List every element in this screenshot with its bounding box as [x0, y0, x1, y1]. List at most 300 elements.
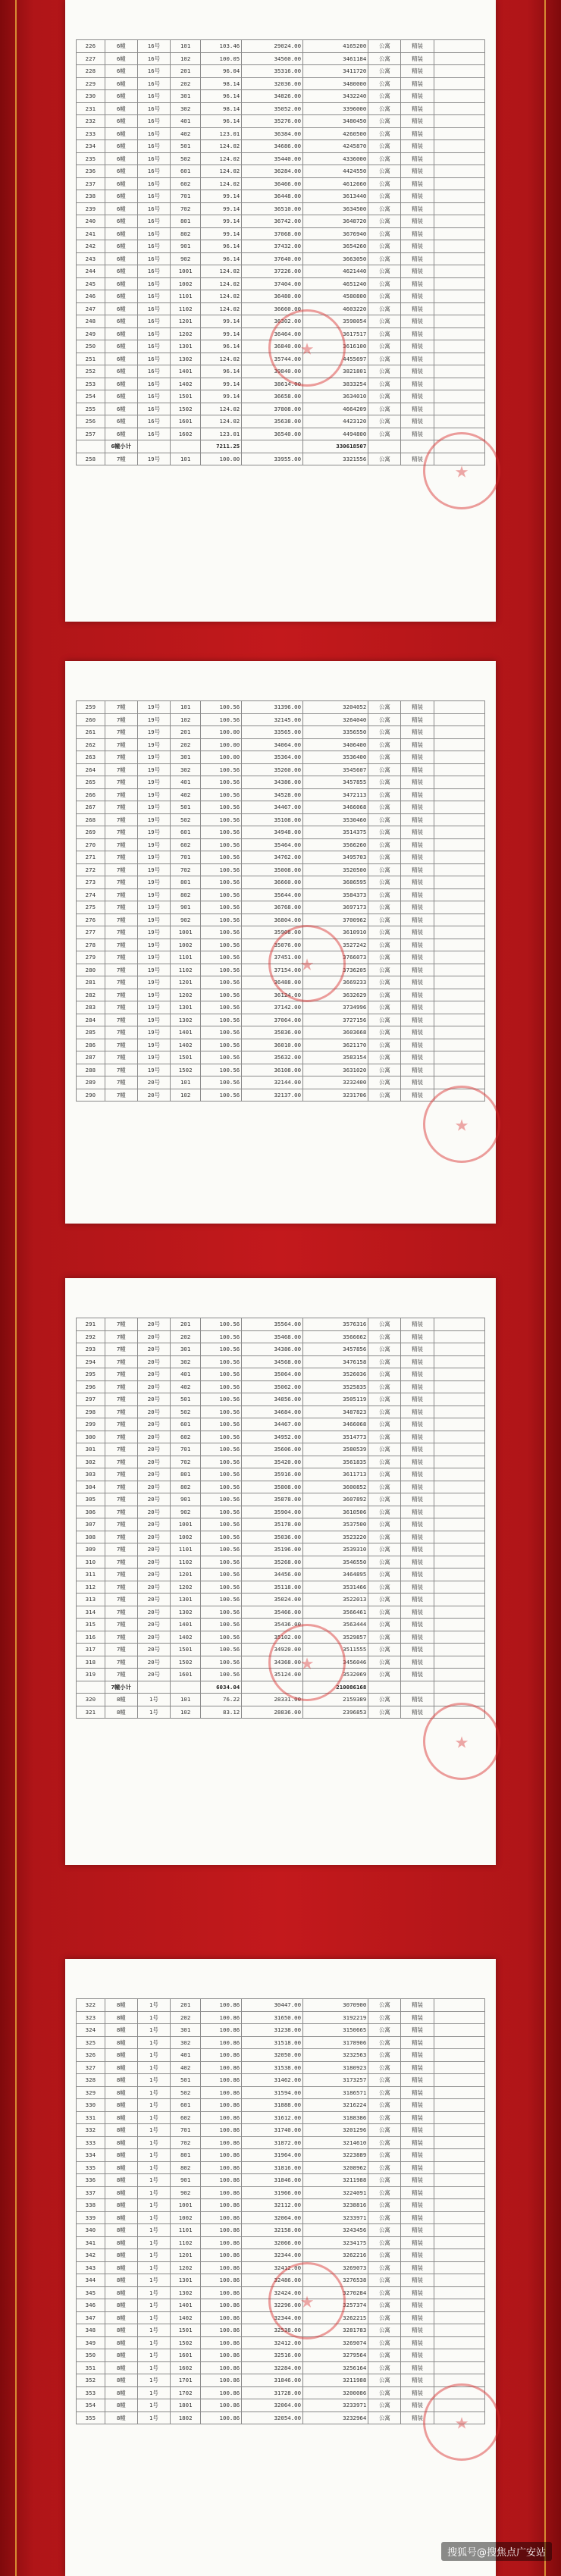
table-cell-房号: 1102 — [170, 2236, 200, 2249]
table-cell-楼栋: 8幢 — [105, 2161, 137, 2174]
table-cell-总价: 3396000 — [303, 102, 368, 115]
table-cell-单元: 16号 — [137, 302, 170, 315]
table-cell-blank — [434, 738, 484, 751]
table-cell-房号: 202 — [170, 1330, 200, 1343]
table-cell-blank — [434, 415, 484, 428]
table-cell-单价: 34467.00 — [242, 801, 303, 814]
table-cell-楼栋: 7幢 — [105, 826, 137, 839]
table-cell-面积: 99.14 — [201, 315, 242, 328]
table-cell-单价: 35268.00 — [242, 1556, 303, 1568]
table-cell-面积: 96.14 — [201, 115, 242, 128]
table-cell-面积: 100.86 — [201, 2124, 242, 2137]
table-row — [77, 1581, 485, 1594]
table-cell-单价: 32424.00 — [242, 2286, 303, 2299]
table-cell-总价: 3611713 — [303, 1468, 368, 1481]
table-cell-总价: 3461184 — [303, 52, 368, 65]
table-cell-单价: 36480.00 — [242, 290, 303, 303]
table-cell-blank — [434, 713, 484, 726]
table-cell-楼栋: 6幢 — [105, 340, 137, 353]
table-cell-blank — [434, 2374, 484, 2387]
table-cell-楼栋: 8幢 — [105, 2111, 137, 2124]
table-cell-面积: 100.86 — [201, 2299, 242, 2312]
table-cell-总价: 3223889 — [303, 2149, 368, 2162]
table-cell-面积: 100.86 — [201, 2061, 242, 2074]
table-cell-总价: 4245870 — [303, 140, 368, 153]
table-cell-单元: 19号 — [137, 926, 170, 939]
table-cell-房号: 1502 — [170, 2336, 200, 2349]
table-cell-状态: 精装 — [401, 2311, 434, 2324]
table-cell-单元: 1号 — [137, 2399, 170, 2412]
table-cell-面积: 100.56 — [201, 1556, 242, 1568]
table-cell-面积: 100.56 — [201, 1355, 242, 1368]
table-cell-序号: 283 — [77, 1001, 105, 1014]
table-cell-总价: 3269074 — [303, 2336, 368, 2349]
table-cell-单元: 16号 — [137, 177, 170, 190]
table-cell-面积: 76.22 — [201, 1694, 242, 1706]
table-row — [77, 801, 485, 814]
table-cell-面积: 100.86 — [201, 1999, 242, 2012]
table-cell-序号: 284 — [77, 1014, 105, 1026]
table-cell-状态: 精装 — [401, 1506, 434, 1518]
table-cell-总价: 4603220 — [303, 302, 368, 315]
table-cell-单价: 35644.00 — [242, 888, 303, 901]
table-cell-单价: 36660.00 — [242, 876, 303, 889]
table-cell-序号: 256 — [77, 415, 105, 428]
table-cell-面积: 96.14 — [201, 365, 242, 378]
table-cell-单元: 19号 — [137, 801, 170, 814]
table-cell-序号: 303 — [77, 1468, 105, 1481]
table-row — [77, 701, 485, 714]
table-cell-序号: 326 — [77, 2049, 105, 2062]
table-cell-房号: 702 — [170, 202, 200, 215]
table-cell-状态: 精装 — [401, 1606, 434, 1619]
table-cell-房号: 802 — [170, 227, 200, 240]
table-cell-blank — [434, 365, 484, 378]
table-cell-房号: 701 — [170, 1443, 200, 1456]
table-cell-状态: 精装 — [401, 353, 434, 365]
table-cell-房号: 1102 — [170, 302, 200, 315]
table-cell-blank — [434, 440, 484, 453]
table-cell-总价: 3654260 — [303, 240, 368, 253]
table-cell-单元: 16号 — [137, 327, 170, 340]
table-cell-房号: 601 — [170, 1418, 200, 1431]
table-cell-序号: 291 — [77, 1318, 105, 1331]
table-cell-单元: 16号 — [137, 127, 170, 140]
table-cell-序号: 317 — [77, 1644, 105, 1656]
table-row — [77, 2261, 485, 2274]
table-cell-面积: 100.56 — [201, 976, 242, 989]
table-cell-状态: 精装 — [401, 315, 434, 328]
table-row — [77, 102, 485, 115]
table-cell-楼栋: 7幢 — [105, 1619, 137, 1631]
table-cell-blank — [434, 1543, 484, 1556]
table-cell-楼栋: 6幢 — [105, 215, 137, 228]
table-cell-面积: 124.02 — [201, 177, 242, 190]
table-cell-装修: 公寓 — [368, 102, 401, 115]
table-cell-装修: 公寓 — [368, 976, 401, 989]
table-cell-状态: 精装 — [401, 2349, 434, 2362]
table-cell-单价: 31728.00 — [242, 2386, 303, 2399]
table-cell-总价: 4494800 — [303, 428, 368, 440]
table-cell-blank — [434, 2024, 484, 2037]
table-cell-单元: 20号 — [137, 1456, 170, 1468]
table-cell-单元: 16号 — [137, 90, 170, 103]
table-cell-房号: 1301 — [170, 340, 200, 353]
table-cell-blank — [434, 1406, 484, 1418]
table-cell-单价: 32344.00 — [242, 2249, 303, 2262]
table-cell-楼栋: 6幢 — [105, 353, 137, 365]
table-cell-blank — [434, 102, 484, 115]
table-cell-面积: 100.86 — [201, 2024, 242, 2037]
table-cell-面积: 100.56 — [201, 1594, 242, 1606]
table-cell-单价: 32064.00 — [242, 2211, 303, 2224]
table-cell-状态: 精装 — [401, 1343, 434, 1356]
table-cell-面积: 96.14 — [201, 90, 242, 103]
table-row — [77, 152, 485, 165]
table-cell-总价: 3476158 — [303, 1355, 368, 1368]
table-cell-总价: 3262216 — [303, 2249, 368, 2262]
table-row — [77, 1518, 485, 1531]
table-cell-序号: 305 — [77, 1493, 105, 1506]
table-cell-序号: 244 — [77, 265, 105, 278]
table-cell-单价: 35118.00 — [242, 1581, 303, 1594]
table-cell-总价: 3583154 — [303, 1051, 368, 1064]
table-cell-单元: 19号 — [137, 763, 170, 776]
table-cell-状态: 精装 — [401, 390, 434, 403]
table-cell-单价: 35062.00 — [242, 1380, 303, 1393]
table-cell-装修: 公寓 — [368, 1531, 401, 1543]
table-cell-状态: 精装 — [401, 1318, 434, 1331]
table-cell-面积: 100.56 — [201, 1644, 242, 1656]
table-row — [77, 2149, 485, 2162]
table-cell-总价: 3634500 — [303, 202, 368, 215]
table-cell-总价: 3495703 — [303, 851, 368, 864]
table-cell-序号: 270 — [77, 838, 105, 851]
table-cell-blank — [434, 801, 484, 814]
table-cell-装修: 公寓 — [368, 951, 401, 964]
table-cell-blank — [434, 2174, 484, 2187]
table-cell-房号: 1601 — [170, 415, 200, 428]
table-cell-单元: 1号 — [137, 2149, 170, 2162]
table-cell-装修: 公寓 — [368, 2299, 401, 2312]
table-cell-房号: 202 — [170, 738, 200, 751]
table-cell-楼栋: 7幢 — [105, 1594, 137, 1606]
table-cell-状态: 精装 — [401, 1644, 434, 1656]
table-cell-单元: 20号 — [137, 1669, 170, 1681]
table-cell-装修: 公寓 — [368, 240, 401, 253]
table-cell-状态: 精装 — [401, 365, 434, 378]
table-cell-单价: 37640.00 — [242, 252, 303, 265]
table-cell-总价: 3632629 — [303, 989, 368, 1001]
table-row — [77, 327, 485, 340]
table-cell-装修: 公寓 — [368, 2136, 401, 2149]
table-cell-状态: 精装 — [401, 926, 434, 939]
table-row — [77, 763, 485, 776]
table-cell-状态: 精装 — [401, 453, 434, 465]
table-cell-状态: 精装 — [401, 2086, 434, 2099]
table-cell-单价: 35008.00 — [242, 863, 303, 876]
table-cell-单元: 16号 — [137, 390, 170, 403]
table-cell-序号: 319 — [77, 1669, 105, 1681]
table-cell-blank — [434, 1330, 484, 1343]
table-cell-序号: 268 — [77, 813, 105, 826]
table-cell-单元: 19号 — [137, 939, 170, 951]
table-cell-单元: 19号 — [137, 1026, 170, 1039]
table-cell-单元: 19号 — [137, 726, 170, 739]
table-row — [77, 240, 485, 253]
table-cell-楼栋: 7幢 — [105, 888, 137, 901]
table-row — [77, 415, 485, 428]
table-cell-单价: 35076.00 — [242, 939, 303, 951]
source-watermark: 搜狐号@搜焦点广安站 — [441, 2542, 552, 2561]
table-cell-楼栋: 6幢 — [105, 415, 137, 428]
table-cell-序号: 257 — [77, 428, 105, 440]
table-row — [77, 365, 485, 378]
table-cell-序号: 337 — [77, 2186, 105, 2199]
table-cell-单价: 34826.00 — [242, 90, 303, 103]
table-cell-单元: 1号 — [137, 2386, 170, 2399]
table-cell-楼栋: 6幢 — [105, 140, 137, 153]
table-cell-面积: 100.86 — [201, 2311, 242, 2324]
table-cell-blank — [434, 2224, 484, 2237]
table-row — [77, 2299, 485, 2312]
table-cell-装修: 公寓 — [368, 1026, 401, 1039]
table-cell-装修: 公寓 — [368, 2024, 401, 2037]
table-cell-面积: 100.56 — [201, 801, 242, 814]
table-cell-总价: 3522013 — [303, 1594, 368, 1606]
table-cell-单价: 37068.00 — [242, 227, 303, 240]
table-cell-面积: 100.86 — [201, 2286, 242, 2299]
table-cell-状态: 精装 — [401, 415, 434, 428]
table-cell-单元: 19号 — [137, 776, 170, 789]
table-cell-总价: 3150665 — [303, 2024, 368, 2037]
table-cell-装修: 公寓 — [368, 1669, 401, 1681]
table-cell-blank — [434, 327, 484, 340]
table-cell-楼栋: 6幢 — [105, 190, 137, 203]
table-cell-状态: 精装 — [401, 327, 434, 340]
table-cell-房号: 302 — [170, 2036, 200, 2049]
table-cell-房号: 801 — [170, 876, 200, 889]
table-cell-房号: 401 — [170, 115, 200, 128]
table-cell-状态: 精装 — [401, 713, 434, 726]
table-row — [77, 177, 485, 190]
table-cell-房号: 1301 — [170, 1001, 200, 1014]
table-cell-单元: 16号 — [137, 277, 170, 290]
table-cell-单元: 16号 — [137, 315, 170, 328]
table-cell-面积: 124.02 — [201, 140, 242, 153]
table-cell-单价: 36466.00 — [242, 177, 303, 190]
table-cell-blank — [434, 2286, 484, 2299]
table-cell-单元: 1号 — [137, 2274, 170, 2287]
table-cell-单元: 1号 — [137, 2124, 170, 2137]
table-cell-单元: 20号 — [137, 1656, 170, 1669]
table-cell-装修: 公寓 — [368, 2311, 401, 2324]
table-cell-楼栋: 8幢 — [105, 2336, 137, 2349]
table-cell-面积: 124.02 — [201, 302, 242, 315]
price-table — [76, 1998, 485, 2424]
table-cell-面积: 100.56 — [201, 1343, 242, 1356]
table-cell-房号: 1001 — [170, 265, 200, 278]
table-row — [77, 2024, 485, 2037]
table-cell-总价: 3617517 — [303, 327, 368, 340]
table-cell-单价: 37226.00 — [242, 265, 303, 278]
table-cell-单元: 1号 — [137, 2374, 170, 2387]
table-cell-装修: 公寓 — [368, 2261, 401, 2274]
table-cell-面积: 100.56 — [201, 851, 242, 864]
table-cell-装修: 公寓 — [368, 801, 401, 814]
table-cell-序号: 227 — [77, 52, 105, 65]
table-cell-楼栋: 7幢 — [105, 914, 137, 926]
table-cell-状态: 精装 — [401, 202, 434, 215]
table-cell-blank — [434, 2011, 484, 2024]
table-cell-房号: 1101 — [170, 951, 200, 964]
table-cell-序号: 341 — [77, 2236, 105, 2249]
table-cell-单元: 19号 — [137, 738, 170, 751]
table-cell-单价: 31650.00 — [242, 2011, 303, 2024]
table-cell-序号: 354 — [77, 2399, 105, 2412]
table-cell-序号: 272 — [77, 863, 105, 876]
table-cell-总价: 3610910 — [303, 926, 368, 939]
table-cell-序号: 290 — [77, 1089, 105, 1102]
table-cell-装修: 公寓 — [368, 1456, 401, 1468]
table-cell-面积: 100.56 — [201, 1493, 242, 1506]
table-cell-楼栋: 6幢 — [105, 227, 137, 240]
table-cell-房号: 1002 — [170, 277, 200, 290]
table-cell-单元: 20号 — [137, 1368, 170, 1381]
table-cell-blank — [434, 1393, 484, 1406]
table-cell-单价: 35436.00 — [242, 1619, 303, 1631]
table-cell-blank — [434, 1706, 484, 1719]
table-cell-单价: 36488.00 — [242, 976, 303, 989]
table-cell-装修: 公寓 — [368, 1493, 401, 1506]
table-cell-楼栋: 6幢 — [105, 277, 137, 290]
table-cell-序号 — [77, 440, 105, 453]
table-cell-单元: 20号 — [137, 1380, 170, 1393]
table-cell-楼栋: 8幢 — [105, 2411, 137, 2424]
table-cell-房号: 1101 — [170, 1543, 200, 1556]
table-cell-blank — [434, 2149, 484, 2162]
table-cell-序号: 352 — [77, 2374, 105, 2387]
table-cell-装修: 公寓 — [368, 277, 401, 290]
table-cell-楼栋: 8幢 — [105, 2299, 137, 2312]
table-cell-房号: 1201 — [170, 1568, 200, 1581]
table-cell-楼栋: 6幢 — [105, 115, 137, 128]
table-cell-装修: 公寓 — [368, 403, 401, 415]
table-cell-序号: 311 — [77, 1568, 105, 1581]
table-cell-楼栋: 7幢 — [105, 1330, 137, 1343]
table-row — [77, 227, 485, 240]
table-cell-房号: 401 — [170, 776, 200, 789]
table-cell-装修: 公寓 — [368, 177, 401, 190]
table-cell-序号: 321 — [77, 1706, 105, 1719]
table-row — [77, 140, 485, 153]
table-cell-序号: 275 — [77, 901, 105, 914]
table-cell-blank — [434, 763, 484, 776]
table-cell-楼栋: 7幢 — [105, 788, 137, 801]
table-cell-blank — [434, 2111, 484, 2124]
table-cell-面积: 100.56 — [201, 713, 242, 726]
table-cell-面积: 100.56 — [201, 1318, 242, 1331]
table-cell-单元: 16号 — [137, 240, 170, 253]
table-cell-状态: 精装 — [401, 40, 434, 53]
table-cell-单元: 20号 — [137, 1556, 170, 1568]
table-cell-单价: 35606.00 — [242, 1443, 303, 1456]
table-cell-总价: 3480000 — [303, 77, 368, 90]
table-cell-房号: 102 — [170, 52, 200, 65]
table-cell-状态: 精装 — [401, 1026, 434, 1039]
table-cell-总价: 4612660 — [303, 177, 368, 190]
table-cell-序号: 323 — [77, 2011, 105, 2024]
table-cell-房号: 1702 — [170, 2386, 200, 2399]
table-cell-单元: 19号 — [137, 453, 170, 465]
table-cell-状态: 精装 — [401, 1089, 434, 1102]
table-cell-装修: 公寓 — [368, 1518, 401, 1531]
table-cell-房号 — [170, 440, 200, 453]
table-cell-装修: 公寓 — [368, 1051, 401, 1064]
table-cell-总价: 3464895 — [303, 1568, 368, 1581]
table-cell-序号: 339 — [77, 2211, 105, 2224]
table-cell-序号: 304 — [77, 1481, 105, 1493]
table-cell-单价: 34920.00 — [242, 1644, 303, 1656]
table-row — [77, 440, 485, 453]
table-cell-面积: 100.56 — [201, 888, 242, 901]
table-cell-序号: 318 — [77, 1656, 105, 1669]
table-row — [77, 1064, 485, 1076]
table-cell-楼栋: 7幢 — [105, 1076, 137, 1089]
table-cell-序号: 348 — [77, 2324, 105, 2337]
table-cell-装修: 公寓 — [368, 1064, 401, 1076]
table-cell-状态: 精装 — [401, 2274, 434, 2287]
table-cell-总价: 3663050 — [303, 252, 368, 265]
table-cell-序号: 338 — [77, 2199, 105, 2212]
table-cell-序号: 328 — [77, 2074, 105, 2087]
table-cell-blank — [434, 726, 484, 739]
table-cell-房号: 602 — [170, 177, 200, 190]
table-cell-总价: 4336000 — [303, 152, 368, 165]
table-cell-房号: 902 — [170, 914, 200, 926]
table-cell-单价: 32344.00 — [242, 2311, 303, 2324]
table-cell-单价: 32036.00 — [242, 77, 303, 90]
table-cell-面积: 123.01 — [201, 127, 242, 140]
table-cell-总价: 3233971 — [303, 2211, 368, 2224]
table-cell-总价: 3356550 — [303, 726, 368, 739]
table-row — [77, 1355, 485, 1368]
table-cell-装修: 公寓 — [368, 2111, 401, 2124]
table-cell-序号: 264 — [77, 763, 105, 776]
table-cell-状态: 精装 — [401, 788, 434, 801]
table-cell-面积: 100.00 — [201, 726, 242, 739]
table-row — [77, 2124, 485, 2137]
table-cell-序号: 265 — [77, 776, 105, 789]
table-cell-blank — [434, 914, 484, 926]
table-cell-楼栋: 8幢 — [105, 2036, 137, 2049]
table-cell-blank — [434, 190, 484, 203]
table-cell-面积: 100.56 — [201, 1014, 242, 1026]
table-cell-单元: 20号 — [137, 1493, 170, 1506]
table-cell-单元: 20号 — [137, 1568, 170, 1581]
table-cell-装修: 公寓 — [368, 290, 401, 303]
table-cell-房号: 102 — [170, 713, 200, 726]
table-cell-状态: 精装 — [401, 888, 434, 901]
table-cell-状态: 精装 — [401, 2111, 434, 2124]
table-row — [77, 1330, 485, 1343]
table-cell-单元: 1号 — [137, 2336, 170, 2349]
table-cell-状态: 精装 — [401, 2211, 434, 2224]
table-cell-单价: 35564.00 — [242, 1318, 303, 1331]
table-cell-状态: 精装 — [401, 2036, 434, 2049]
table-cell-总价: 3480450 — [303, 115, 368, 128]
table-cell-blank — [434, 265, 484, 278]
